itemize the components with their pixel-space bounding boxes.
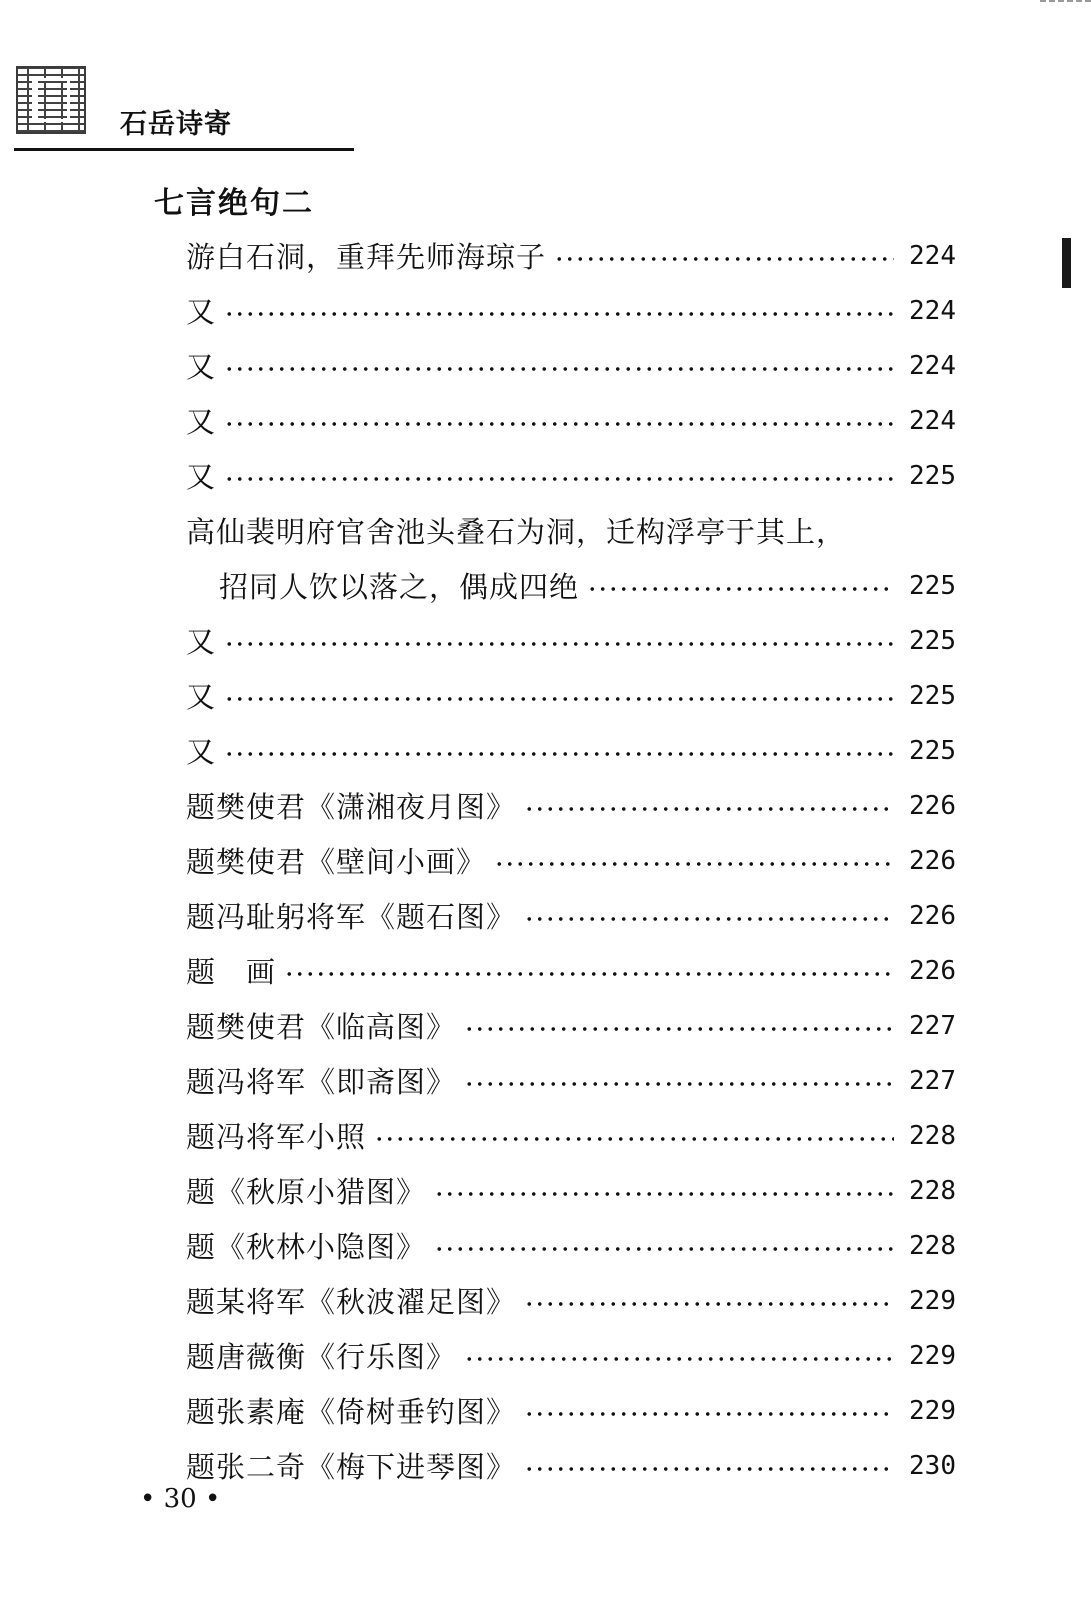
toc-entry-page: 224	[909, 240, 956, 271]
leader-dots	[524, 1412, 894, 1416]
book-title: 石岳诗寄	[120, 109, 232, 140]
toc-entry[interactable]	[186, 723, 956, 778]
toc-entry-title: 又	[186, 350, 217, 384]
table-of-contents	[186, 228, 956, 1493]
leader-dots	[224, 697, 894, 701]
toc-entry-page: 224	[909, 295, 956, 326]
toc-entry-page: 227	[909, 1010, 956, 1041]
seal-stamp-icon	[16, 66, 86, 134]
toc-entry[interactable]	[186, 1438, 956, 1493]
leader-dots	[224, 312, 894, 316]
toc-entry[interactable]	[186, 833, 956, 888]
leader-dots	[524, 1467, 894, 1471]
leader-dots	[464, 1357, 894, 1361]
toc-entry-title: 题张素庵《倚树垂钓图》	[186, 1395, 517, 1429]
toc-entry-title: 游白石洞，重拜先师海琼子	[186, 240, 547, 274]
toc-entry-title: 题冯耻躬将军《题石图》	[186, 900, 517, 934]
leader-dots	[374, 1137, 894, 1141]
toc-entry-title: 又	[186, 735, 217, 769]
toc-entry-page: 225	[909, 625, 956, 656]
leader-dots	[524, 1302, 894, 1306]
toc-entry-title: 题《秋原小猎图》	[186, 1175, 427, 1209]
leader-dots	[434, 1192, 894, 1196]
toc-entry[interactable]	[186, 1383, 956, 1438]
leader-dots	[524, 917, 894, 921]
toc-entry-title: 题某将军《秋波濯足图》	[186, 1285, 517, 1319]
toc-entry-page: 229	[909, 1340, 956, 1371]
toc-entry-page: 230	[909, 1450, 956, 1481]
toc-entry[interactable]	[186, 998, 956, 1053]
toc-entry-title: 又	[186, 625, 217, 659]
section-heading: 七言绝句二	[154, 186, 314, 221]
leader-dots	[464, 1082, 894, 1086]
toc-entry-title: 又	[186, 460, 217, 494]
toc-entry-title: 题樊使君《壁间小画》	[186, 845, 487, 879]
toc-entry[interactable]	[186, 1163, 956, 1218]
toc-entry-continuation[interactable]	[186, 558, 956, 613]
page-number: • 30 •	[140, 1484, 221, 1514]
header-rule	[14, 148, 354, 151]
toc-entry[interactable]	[186, 1328, 956, 1383]
leader-dots	[224, 367, 894, 371]
toc-entry[interactable]	[186, 448, 956, 503]
leader-dots	[284, 972, 894, 976]
toc-entry-title: 题冯将军《即斋图》	[186, 1065, 457, 1099]
toc-entry[interactable]	[186, 778, 956, 833]
leader-dots	[587, 587, 894, 591]
toc-entry-title: 又	[186, 680, 217, 714]
leader-dots	[224, 642, 894, 646]
toc-entry[interactable]	[186, 1273, 956, 1328]
leader-dots	[554, 257, 894, 261]
leader-dots	[494, 862, 894, 866]
toc-entry[interactable]	[186, 393, 956, 448]
toc-entry[interactable]	[186, 613, 956, 668]
scan-edge-mark	[1040, 0, 1091, 6]
toc-entry-page: 224	[909, 405, 956, 436]
toc-entry-title: 又	[186, 295, 217, 329]
toc-entry[interactable]	[186, 338, 956, 393]
toc-entry-page: 224	[909, 350, 956, 381]
toc-entry-title: 题樊使君《临高图》	[186, 1010, 457, 1044]
toc-entry-title: 招同人饮以落之，偶成四绝	[219, 570, 580, 604]
toc-entry-page: 225	[909, 460, 956, 491]
toc-entry-title: 题唐薇衡《行乐图》	[186, 1340, 457, 1374]
toc-entry-page: 228	[909, 1120, 956, 1151]
toc-entry[interactable]	[186, 1108, 956, 1163]
leader-dots	[224, 752, 894, 756]
toc-entry[interactable]	[186, 1218, 956, 1273]
leader-dots	[464, 1027, 894, 1031]
toc-entry-first-line[interactable]	[186, 503, 956, 558]
leader-dots	[224, 422, 894, 426]
toc-entry-title: 又	[186, 405, 217, 439]
toc-entry[interactable]	[186, 283, 956, 338]
toc-entry-page: 226	[909, 790, 956, 821]
toc-entry-page: 228	[909, 1230, 956, 1261]
toc-entry-page: 228	[909, 1175, 956, 1206]
toc-entry[interactable]	[186, 228, 956, 283]
leader-dots	[224, 477, 894, 481]
toc-entry-title: 题冯将军小照	[186, 1120, 367, 1154]
toc-entry-page: 225	[909, 735, 956, 766]
toc-entry-title: 题张二奇《梅下进琴图》	[186, 1450, 517, 1484]
toc-entry[interactable]	[186, 668, 956, 723]
toc-entry[interactable]	[186, 888, 956, 943]
leader-dots	[434, 1247, 894, 1251]
toc-entry-page: 227	[909, 1065, 956, 1096]
toc-entry-title: 高仙裴明府官舍池头叠石为洞，迁构浮亭于其上，	[186, 515, 847, 549]
toc-entry-title: 题《秋林小隐图》	[186, 1230, 427, 1264]
leader-dots	[524, 807, 894, 811]
side-thumb-marker	[1062, 238, 1071, 288]
toc-entry-page: 229	[909, 1395, 956, 1426]
toc-entry[interactable]	[186, 943, 956, 998]
toc-entry-title: 题 画	[186, 955, 277, 989]
toc-entry-title: 题樊使君《潇湘夜月图》	[186, 790, 517, 824]
toc-entry-page: 225	[909, 680, 956, 711]
toc-entry-page: 226	[909, 900, 956, 931]
toc-entry-page: 225	[909, 570, 956, 601]
toc-entry-page: 229	[909, 1285, 956, 1316]
toc-entry-page: 226	[909, 955, 956, 986]
toc-entry-page: 226	[909, 845, 956, 876]
toc-entry[interactable]	[186, 1053, 956, 1108]
